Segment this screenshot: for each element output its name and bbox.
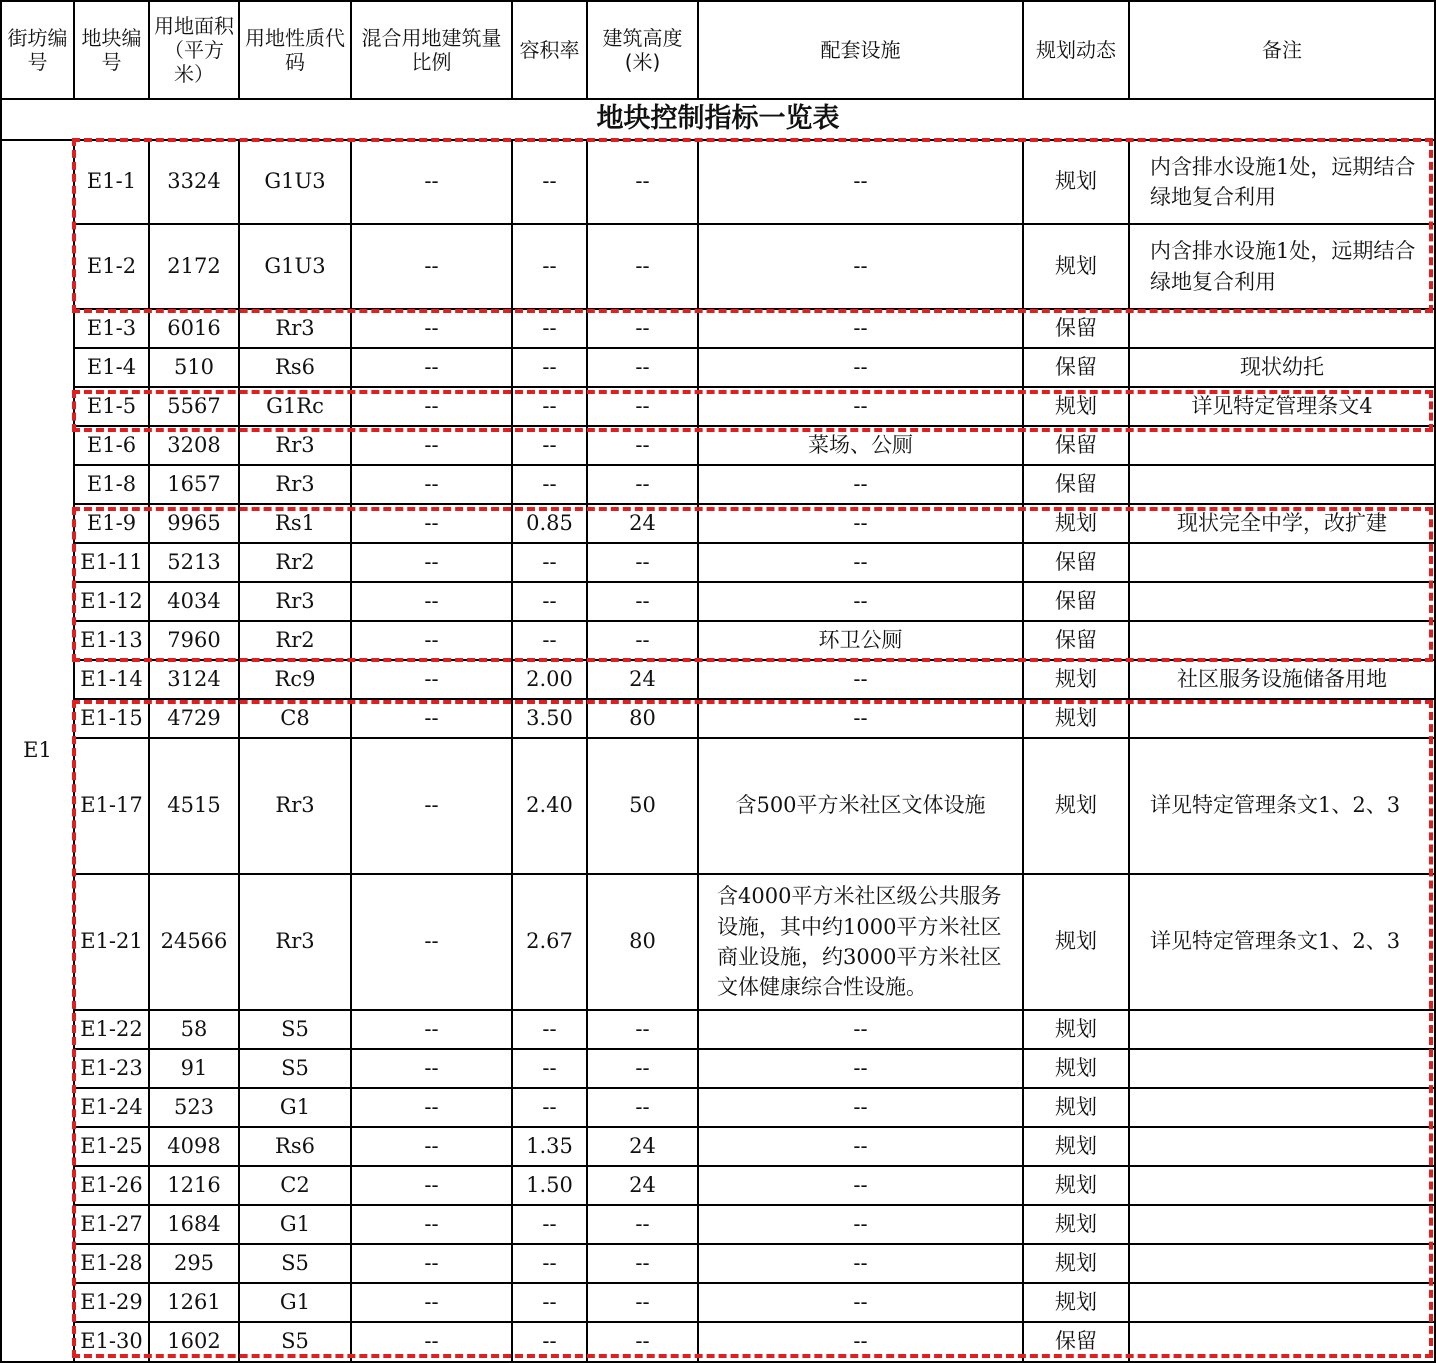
cell-status: 规划 bbox=[1023, 874, 1129, 1010]
cell-far: -- bbox=[512, 224, 587, 309]
cell-mixed: -- bbox=[351, 426, 512, 465]
cell-mixed: -- bbox=[351, 738, 512, 874]
cell-mixed: -- bbox=[351, 543, 512, 582]
cell-far: 2.40 bbox=[512, 738, 587, 874]
cell-notes: 内含排水设施1处，远期结合绿地复合利用 bbox=[1129, 224, 1435, 309]
cell-plot: E1-9 bbox=[74, 504, 149, 543]
cell-mixed: -- bbox=[351, 1283, 512, 1322]
street-code-cell: E1 bbox=[1, 140, 74, 1362]
cell-status: 规划 bbox=[1023, 1166, 1129, 1205]
cell-landuse: G1Rc bbox=[239, 387, 351, 426]
cell-status: 规划 bbox=[1023, 1205, 1129, 1244]
table-row bbox=[1, 582, 1435, 621]
cell-mixed: -- bbox=[351, 1244, 512, 1283]
cell-far: -- bbox=[512, 582, 587, 621]
cell-far: 1.50 bbox=[512, 1166, 587, 1205]
cell-landuse: Rr2 bbox=[239, 543, 351, 582]
cell-plot: E1-3 bbox=[74, 309, 149, 348]
cell-landuse: G1U3 bbox=[239, 224, 351, 309]
table-row bbox=[1, 348, 1435, 387]
cell-notes bbox=[1129, 543, 1435, 582]
cell-plot: E1-26 bbox=[74, 1166, 149, 1205]
cell-notes: 内含排水设施1处，远期结合绿地复合利用 bbox=[1129, 140, 1435, 224]
cell-height: -- bbox=[587, 621, 698, 660]
cell-facilities: -- bbox=[698, 1088, 1023, 1127]
cell-status: 规划 bbox=[1023, 140, 1129, 224]
cell-plot: E1-4 bbox=[74, 348, 149, 387]
cell-plot: E1-25 bbox=[74, 1127, 149, 1166]
cell-height: 24 bbox=[587, 1127, 698, 1166]
cell-mixed: -- bbox=[351, 660, 512, 699]
cell-height: 24 bbox=[587, 504, 698, 543]
table-row bbox=[1, 426, 1435, 465]
cell-status: 规划 bbox=[1023, 1010, 1129, 1049]
cell-landuse: S5 bbox=[239, 1322, 351, 1362]
cell-far: -- bbox=[512, 1244, 587, 1283]
cell-notes bbox=[1129, 1322, 1435, 1362]
cell-area: 4098 bbox=[149, 1127, 239, 1166]
cell-height: -- bbox=[587, 387, 698, 426]
cell-far: -- bbox=[512, 621, 587, 660]
cell-status: 规划 bbox=[1023, 660, 1129, 699]
table-row bbox=[1, 1127, 1435, 1166]
cell-height: 24 bbox=[587, 1166, 698, 1205]
cell-facilities: -- bbox=[698, 582, 1023, 621]
cell-status: 规划 bbox=[1023, 1049, 1129, 1088]
cell-plot: E1-6 bbox=[74, 426, 149, 465]
cell-landuse: Rr3 bbox=[239, 874, 351, 1010]
cell-height: -- bbox=[587, 1244, 698, 1283]
cell-far: 2.67 bbox=[512, 874, 587, 1010]
cell-area: 4729 bbox=[149, 699, 239, 738]
cell-landuse: G1 bbox=[239, 1088, 351, 1127]
cell-far: -- bbox=[512, 140, 587, 224]
cell-area: 1602 bbox=[149, 1322, 239, 1362]
cell-plot: E1-21 bbox=[74, 874, 149, 1010]
cell-facilities: -- bbox=[698, 660, 1023, 699]
cell-notes: 现状幼托 bbox=[1129, 348, 1435, 387]
cell-status: 保留 bbox=[1023, 426, 1129, 465]
cell-far: -- bbox=[512, 1205, 587, 1244]
cell-facilities: -- bbox=[698, 1205, 1023, 1244]
cell-height: 24 bbox=[587, 660, 698, 699]
table-row bbox=[1, 1283, 1435, 1322]
cell-notes bbox=[1129, 1244, 1435, 1283]
cell-area: 4515 bbox=[149, 738, 239, 874]
table-row bbox=[1, 1088, 1435, 1127]
cell-notes bbox=[1129, 1088, 1435, 1127]
cell-notes bbox=[1129, 426, 1435, 465]
cell-facilities: -- bbox=[698, 543, 1023, 582]
table-title: 地块控制指标一览表 bbox=[1, 99, 1435, 140]
cell-status: 保留 bbox=[1023, 543, 1129, 582]
cell-far: -- bbox=[512, 465, 587, 504]
cell-area: 24566 bbox=[149, 874, 239, 1010]
cell-far: 1.35 bbox=[512, 1127, 587, 1166]
cell-notes: 详见特定管理条文1、2、3 bbox=[1129, 738, 1435, 874]
cell-area: 2172 bbox=[149, 224, 239, 309]
header-landuse: 用地性质代码 bbox=[239, 1, 351, 99]
cell-landuse: Rs6 bbox=[239, 1127, 351, 1166]
table-row bbox=[1, 387, 1435, 426]
cell-status: 保留 bbox=[1023, 582, 1129, 621]
cell-plot: E1-2 bbox=[74, 224, 149, 309]
cell-area: 1657 bbox=[149, 465, 239, 504]
title-row bbox=[1, 99, 1435, 140]
cell-landuse: Rc9 bbox=[239, 660, 351, 699]
cell-mixed: -- bbox=[351, 621, 512, 660]
cell-plot: E1-24 bbox=[74, 1088, 149, 1127]
table-row bbox=[1, 543, 1435, 582]
cell-facilities: -- bbox=[698, 699, 1023, 738]
cell-plot: E1-27 bbox=[74, 1205, 149, 1244]
cell-notes: 详见特定管理条文1、2、3 bbox=[1129, 874, 1435, 1010]
table-row bbox=[1, 621, 1435, 660]
cell-facilities: -- bbox=[698, 465, 1023, 504]
cell-status: 保留 bbox=[1023, 309, 1129, 348]
cell-status: 保留 bbox=[1023, 348, 1129, 387]
cell-mixed: -- bbox=[351, 1010, 512, 1049]
cell-height: -- bbox=[587, 1322, 698, 1362]
table-row bbox=[1, 1166, 1435, 1205]
cell-notes bbox=[1129, 1010, 1435, 1049]
table-row bbox=[1, 224, 1435, 309]
cell-far: 2.00 bbox=[512, 660, 587, 699]
cell-facilities: -- bbox=[698, 224, 1023, 309]
cell-mixed: -- bbox=[351, 1127, 512, 1166]
cell-height: -- bbox=[587, 140, 698, 224]
cell-area: 3324 bbox=[149, 140, 239, 224]
header-far: 容积率 bbox=[512, 1, 587, 99]
cell-plot: E1-30 bbox=[74, 1322, 149, 1362]
cell-notes: 社区服务设施储备用地 bbox=[1129, 660, 1435, 699]
cell-notes bbox=[1129, 1166, 1435, 1205]
table-row bbox=[1, 699, 1435, 738]
cell-far: -- bbox=[512, 348, 587, 387]
cell-mixed: -- bbox=[351, 874, 512, 1010]
cell-plot: E1-8 bbox=[74, 465, 149, 504]
header-facilities: 配套设施 bbox=[698, 1, 1023, 99]
cell-mixed: -- bbox=[351, 224, 512, 309]
cell-height: 50 bbox=[587, 738, 698, 874]
cell-height: -- bbox=[587, 309, 698, 348]
cell-mixed: -- bbox=[351, 1088, 512, 1127]
cell-mixed: -- bbox=[351, 1322, 512, 1362]
cell-area: 1216 bbox=[149, 1166, 239, 1205]
cell-area: 3124 bbox=[149, 660, 239, 699]
cell-area: 6016 bbox=[149, 309, 239, 348]
cell-height: -- bbox=[587, 1205, 698, 1244]
cell-status: 保留 bbox=[1023, 1322, 1129, 1362]
cell-far: 3.50 bbox=[512, 699, 587, 738]
cell-area: 1684 bbox=[149, 1205, 239, 1244]
cell-plot: E1-23 bbox=[74, 1049, 149, 1088]
cell-facilities: 含500平方米社区文体设施 bbox=[698, 738, 1023, 874]
cell-landuse: Rr3 bbox=[239, 426, 351, 465]
table-row bbox=[1, 140, 1435, 224]
cell-facilities: -- bbox=[698, 504, 1023, 543]
cell-mixed: -- bbox=[351, 582, 512, 621]
table-row bbox=[1, 504, 1435, 543]
cell-plot: E1-14 bbox=[74, 660, 149, 699]
cell-notes bbox=[1129, 309, 1435, 348]
table-row bbox=[1, 1322, 1435, 1362]
cell-plot: E1-17 bbox=[74, 738, 149, 874]
cell-landuse: Rr3 bbox=[239, 465, 351, 504]
cell-plot: E1-12 bbox=[74, 582, 149, 621]
cell-status: 规划 bbox=[1023, 699, 1129, 738]
cell-plot: E1-28 bbox=[74, 1244, 149, 1283]
table-row bbox=[1, 738, 1435, 874]
table-row bbox=[1, 1010, 1435, 1049]
cell-far: -- bbox=[512, 1283, 587, 1322]
cell-notes bbox=[1129, 1049, 1435, 1088]
cell-mixed: -- bbox=[351, 1166, 512, 1205]
cell-status: 规划 bbox=[1023, 1127, 1129, 1166]
table-row bbox=[1, 1205, 1435, 1244]
cell-mixed: -- bbox=[351, 1049, 512, 1088]
cell-notes bbox=[1129, 465, 1435, 504]
cell-landuse: G1 bbox=[239, 1205, 351, 1244]
cell-far: -- bbox=[512, 543, 587, 582]
cell-landuse: Rr3 bbox=[239, 309, 351, 348]
cell-facilities: -- bbox=[698, 309, 1023, 348]
cell-facilities: -- bbox=[698, 348, 1023, 387]
cell-landuse: Rs6 bbox=[239, 348, 351, 387]
cell-notes bbox=[1129, 621, 1435, 660]
cell-height: -- bbox=[587, 224, 698, 309]
cell-far: -- bbox=[512, 1088, 587, 1127]
cell-status: 规划 bbox=[1023, 1244, 1129, 1283]
cell-far: -- bbox=[512, 309, 587, 348]
header-mixed: 混合用地建筑量比例 bbox=[351, 1, 512, 99]
table-row bbox=[1, 1049, 1435, 1088]
cell-notes: 现状完全中学，改扩建 bbox=[1129, 504, 1435, 543]
header-plot: 地块编号 bbox=[74, 1, 149, 99]
cell-landuse: G1U3 bbox=[239, 140, 351, 224]
cell-landuse: S5 bbox=[239, 1010, 351, 1049]
table-row bbox=[1, 660, 1435, 699]
table-row bbox=[1, 1244, 1435, 1283]
cell-plot: E1-29 bbox=[74, 1283, 149, 1322]
cell-area: 7960 bbox=[149, 621, 239, 660]
cell-landuse: Rr3 bbox=[239, 738, 351, 874]
cell-plot: E1-13 bbox=[74, 621, 149, 660]
cell-area: 4034 bbox=[149, 582, 239, 621]
header-street: 街坊编号 bbox=[1, 1, 74, 99]
cell-height: 80 bbox=[587, 699, 698, 738]
cell-area: 523 bbox=[149, 1088, 239, 1127]
cell-notes bbox=[1129, 699, 1435, 738]
cell-landuse: S5 bbox=[239, 1049, 351, 1088]
cell-landuse: Rr3 bbox=[239, 582, 351, 621]
cell-area: 1261 bbox=[149, 1283, 239, 1322]
cell-status: 规划 bbox=[1023, 504, 1129, 543]
cell-status: 规划 bbox=[1023, 738, 1129, 874]
cell-facilities: 环卫公厕 bbox=[698, 621, 1023, 660]
cell-facilities: 菜场、公厕 bbox=[698, 426, 1023, 465]
table-row bbox=[1, 874, 1435, 1010]
cell-plot: E1-11 bbox=[74, 543, 149, 582]
cell-mixed: -- bbox=[351, 348, 512, 387]
cell-mixed: -- bbox=[351, 699, 512, 738]
cell-height: 80 bbox=[587, 874, 698, 1010]
cell-landuse: S5 bbox=[239, 1244, 351, 1283]
cell-landuse: G1 bbox=[239, 1283, 351, 1322]
table-row bbox=[1, 465, 1435, 504]
cell-facilities: -- bbox=[698, 1322, 1023, 1362]
cell-facilities: -- bbox=[698, 1283, 1023, 1322]
table-row bbox=[1, 309, 1435, 348]
cell-mixed: -- bbox=[351, 387, 512, 426]
cell-facilities: -- bbox=[698, 1127, 1023, 1166]
header-row bbox=[1, 1, 1435, 99]
cell-status: 保留 bbox=[1023, 465, 1129, 504]
cell-far: -- bbox=[512, 1049, 587, 1088]
cell-facilities: -- bbox=[698, 1049, 1023, 1088]
cell-height: -- bbox=[587, 1088, 698, 1127]
cell-mixed: -- bbox=[351, 504, 512, 543]
cell-area: 5567 bbox=[149, 387, 239, 426]
cell-far: -- bbox=[512, 426, 587, 465]
cell-far: -- bbox=[512, 1010, 587, 1049]
cell-plot: E1-1 bbox=[74, 140, 149, 224]
cell-height: -- bbox=[587, 582, 698, 621]
header-height: 建筑高度(米) bbox=[587, 1, 698, 99]
cell-facilities: 含4000平方米社区级公共服务设施，其中约1000平方米社区商业设施，约3000平方米社区文体健康综合性设施。 bbox=[698, 874, 1023, 1010]
cell-mixed: -- bbox=[351, 1205, 512, 1244]
cell-facilities: -- bbox=[698, 140, 1023, 224]
cell-mixed: -- bbox=[351, 465, 512, 504]
cell-facilities: -- bbox=[698, 1010, 1023, 1049]
cell-landuse: C8 bbox=[239, 699, 351, 738]
cell-facilities: -- bbox=[698, 1166, 1023, 1205]
cell-status: 保留 bbox=[1023, 621, 1129, 660]
cell-height: -- bbox=[587, 1283, 698, 1322]
header-area: 用地面积（平方米） bbox=[149, 1, 239, 99]
cell-status: 规划 bbox=[1023, 387, 1129, 426]
cell-mixed: -- bbox=[351, 309, 512, 348]
cell-plot: E1-5 bbox=[74, 387, 149, 426]
header-notes: 备注 bbox=[1129, 1, 1435, 99]
cell-landuse: Rs1 bbox=[239, 504, 351, 543]
cell-far: 0.85 bbox=[512, 504, 587, 543]
cell-notes: 详见特定管理条文4 bbox=[1129, 387, 1435, 426]
cell-status: 规划 bbox=[1023, 1088, 1129, 1127]
cell-mixed: -- bbox=[351, 140, 512, 224]
cell-landuse: Rr2 bbox=[239, 621, 351, 660]
cell-plot: E1-22 bbox=[74, 1010, 149, 1049]
cell-far: -- bbox=[512, 387, 587, 426]
cell-notes bbox=[1129, 582, 1435, 621]
table-body bbox=[1, 140, 1435, 1362]
cell-facilities: -- bbox=[698, 387, 1023, 426]
cell-area: 5213 bbox=[149, 543, 239, 582]
cell-area: 9965 bbox=[149, 504, 239, 543]
cell-notes bbox=[1129, 1283, 1435, 1322]
cell-height: -- bbox=[587, 348, 698, 387]
cell-height: -- bbox=[587, 543, 698, 582]
cell-height: -- bbox=[587, 426, 698, 465]
cell-status: 规划 bbox=[1023, 224, 1129, 309]
cell-height: -- bbox=[587, 465, 698, 504]
cell-status: 规划 bbox=[1023, 1283, 1129, 1322]
cell-facilities: -- bbox=[698, 1244, 1023, 1283]
cell-landuse: C2 bbox=[239, 1166, 351, 1205]
cell-area: 91 bbox=[149, 1049, 239, 1088]
cell-height: -- bbox=[587, 1010, 698, 1049]
cell-area: 58 bbox=[149, 1010, 239, 1049]
cell-area: 3208 bbox=[149, 426, 239, 465]
cell-area: 295 bbox=[149, 1244, 239, 1283]
cell-plot: E1-15 bbox=[74, 699, 149, 738]
cell-far: -- bbox=[512, 1322, 587, 1362]
header-status: 规划动态 bbox=[1023, 1, 1129, 99]
cell-area: 510 bbox=[149, 348, 239, 387]
cell-height: -- bbox=[587, 1049, 698, 1088]
cell-notes bbox=[1129, 1127, 1435, 1166]
cell-notes bbox=[1129, 1205, 1435, 1244]
